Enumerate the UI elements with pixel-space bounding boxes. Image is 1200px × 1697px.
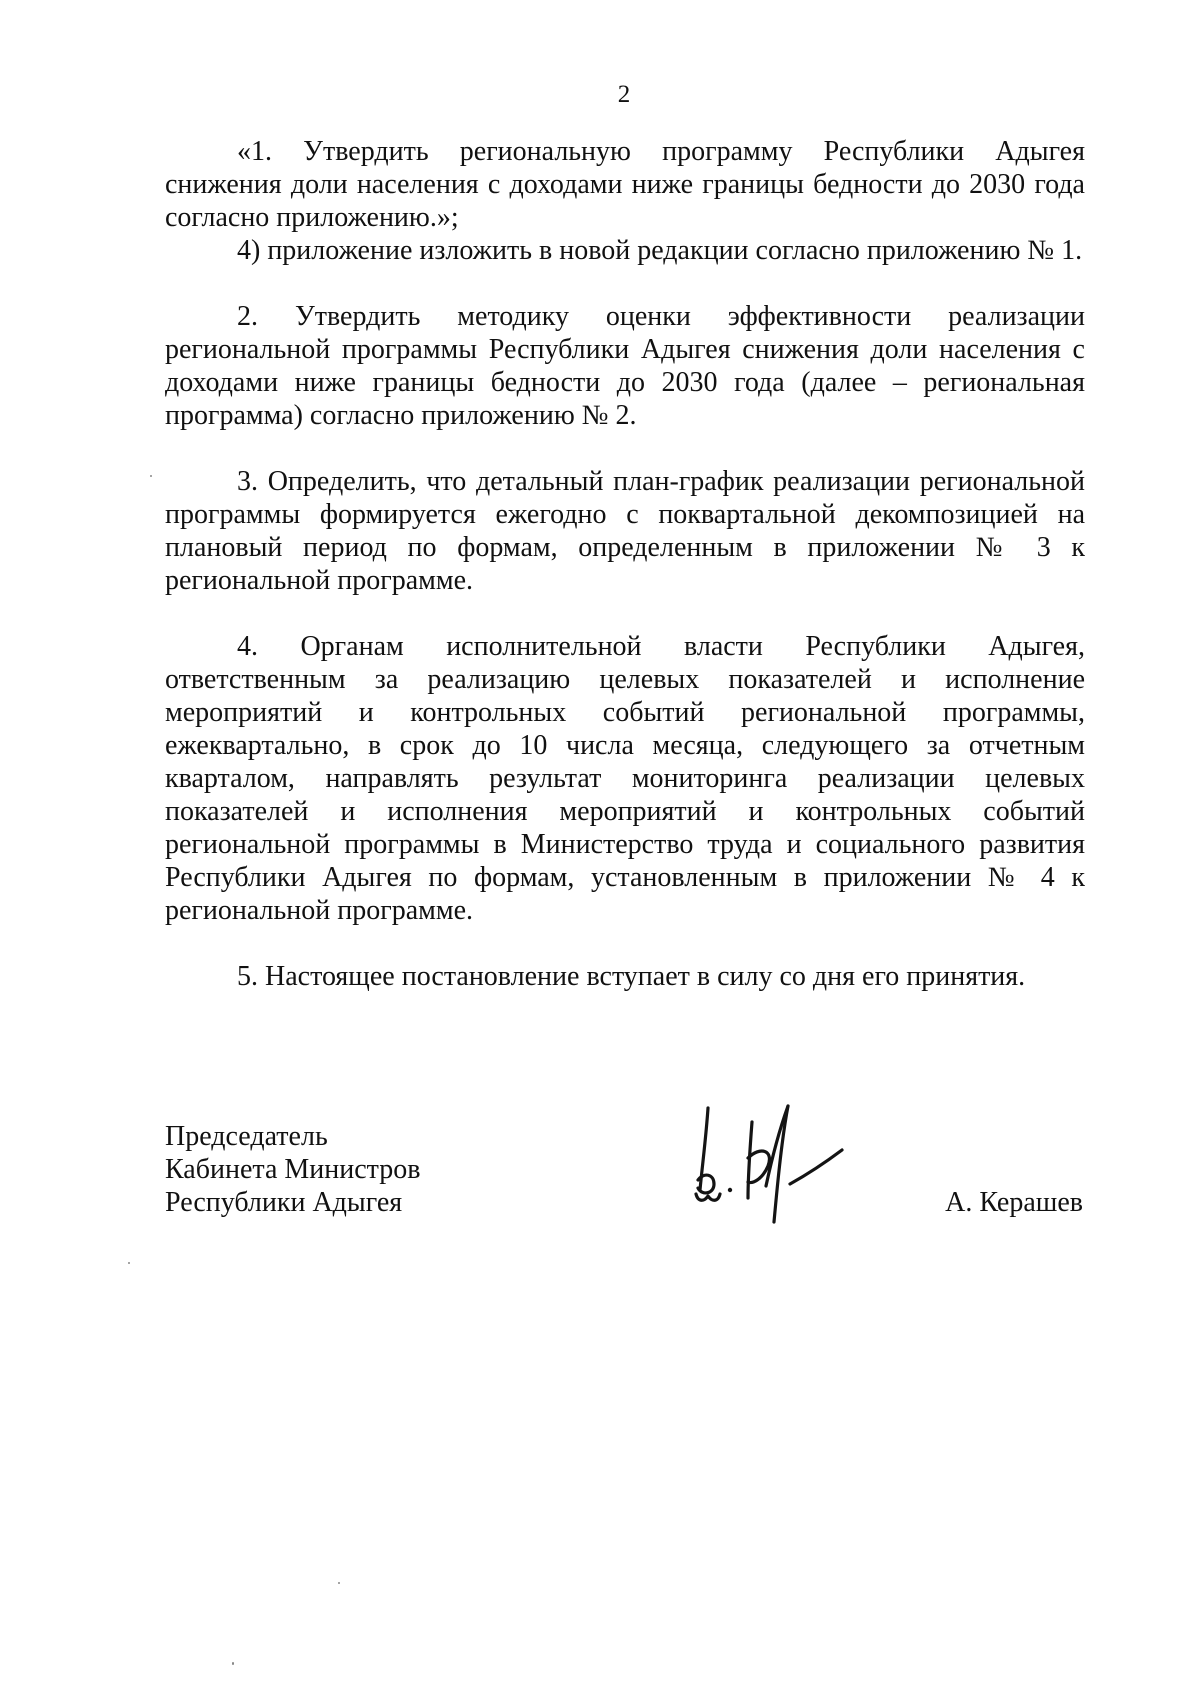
paragraph-1-4: 4) приложение изложить в новой редакции согласно приложению № 1.	[237, 235, 1083, 266]
scan-artifact	[232, 1662, 234, 1665]
signer-name: А. Керашев	[945, 1187, 1083, 1218]
paragraph-5: 5. Настоящее постановление вступает в силу со дня его принятия.	[237, 961, 1026, 992]
scan-artifact	[128, 1262, 130, 1264]
scan-artifact	[338, 1582, 340, 1584]
paragraph-3: 3. Определить, что детальный план-график реализации региональной программы формируется ежегодно с поквартальной декомпозицией на плановый период по формам, определенным в приложении № 3 к региональной программе.	[165, 466, 1085, 596]
position-line: Кабинета Министров	[165, 1154, 421, 1185]
position-line: Республики Адыгея	[165, 1187, 403, 1218]
paragraph-1-1: «1. Утвердить региональную программу Республики Адыгея снижения доли населения с доходами ниже границы бедности до 2030 года согласно приложению.»;	[165, 136, 1085, 233]
paragraph-4: 4. Органам исполнительной власти Республики Адыгея, ответственным за реализацию целевых показателей и исполнение мероприятий и контрольных событий региональной программы, ежеквартально, в срок до 10 числа месяца, следующего за отчетным кварталом, направлять результат мониторинга реализации целевых показателей и исполнения мероприятий и контрольных событий региональной программы в Министерство труда и социального развития Республики Адыгея по формам, установленным в приложении № 4 к региональной программе.	[165, 631, 1085, 926]
paragraph-2: 2. Утвердить методику оценки эффективности реализации региональной программы Республики Адыгея снижения доли населения с доходами ниже границы бедности до 2030 года (далее – региональная программа) согласно приложению № 2.	[165, 301, 1085, 431]
document-body	[165, 135, 1085, 993]
signatory-position	[165, 1120, 420, 1219]
page-number: 2	[617, 81, 631, 108]
position-line: Председатель	[165, 1121, 328, 1152]
scan-artifact	[150, 475, 152, 477]
handwritten-signature	[690, 1098, 870, 1228]
